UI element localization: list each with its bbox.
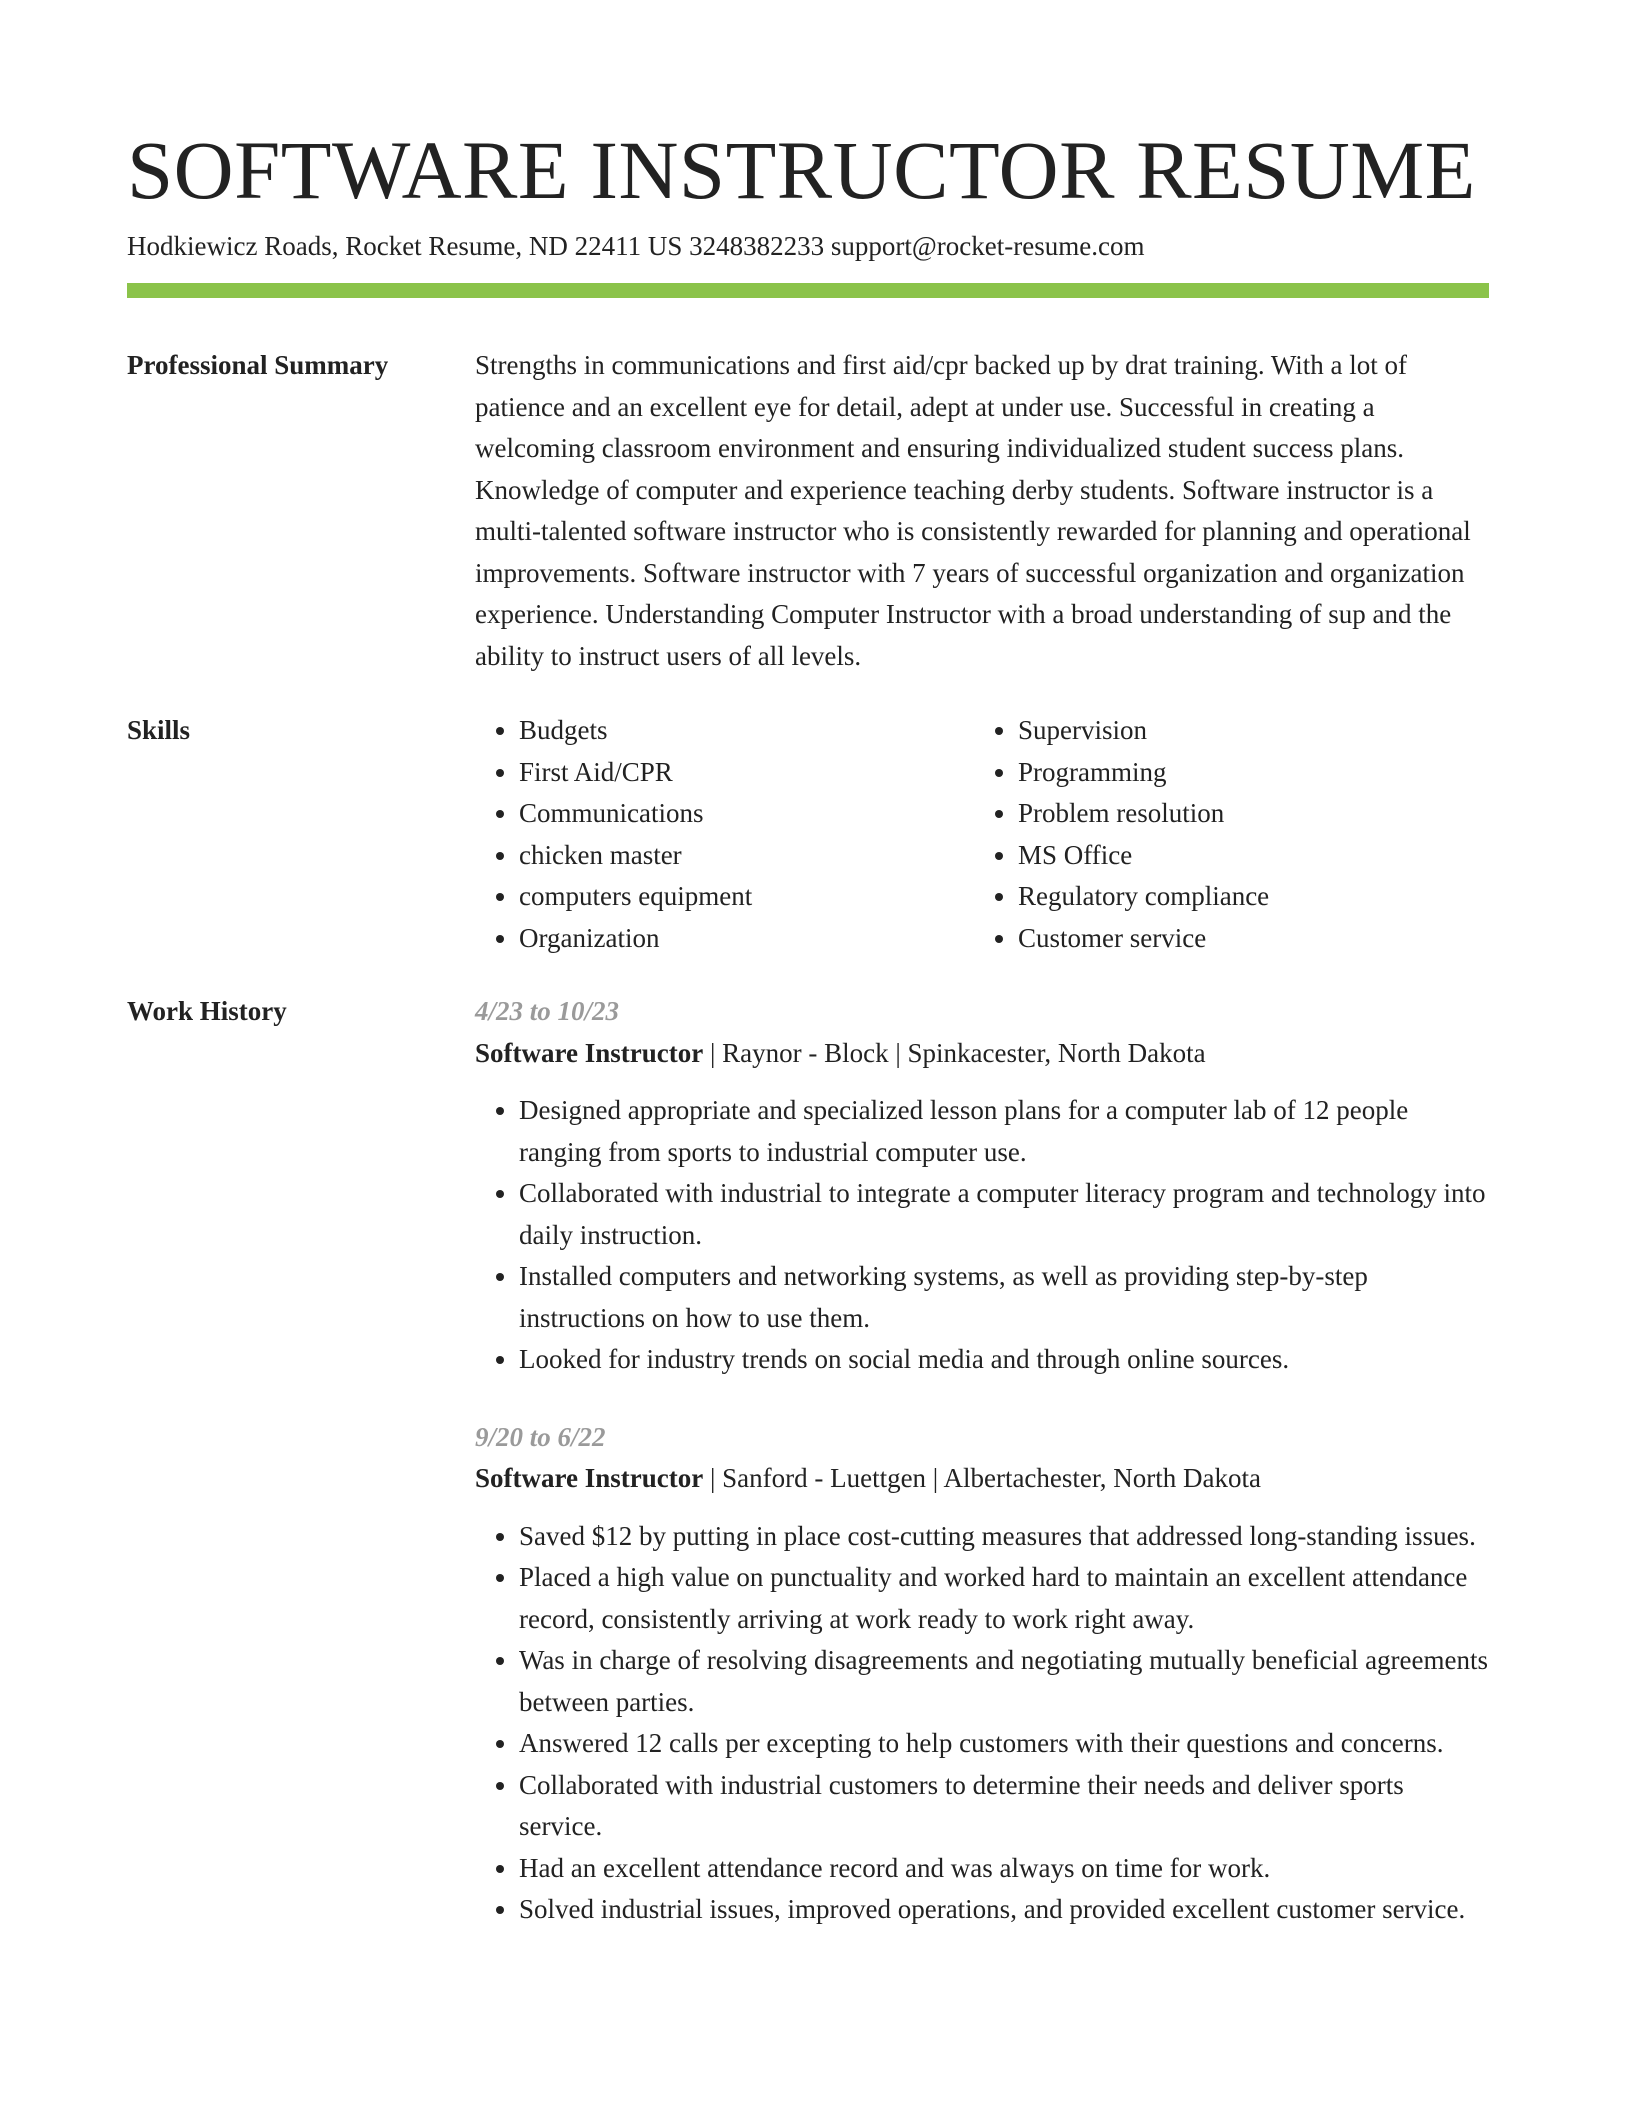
job-heading: [475, 1033, 1489, 1075]
skill-item: • Regulatory compliance: [1018, 876, 1473, 918]
job-title: Software Instructor: [475, 1037, 704, 1068]
skills-body: [475, 710, 1489, 959]
skill-item: • MS Office: [1018, 835, 1473, 877]
job-dates: 4/23 to 10/23: [475, 996, 620, 1026]
job-bullet: • Installed computers and networking systems, as well as providing step-by-step instructions on how to use them.: [519, 1256, 1489, 1339]
skill-item: • Budgets: [519, 710, 974, 752]
work-history-body: [475, 991, 1489, 1931]
skill-item: • Supervision: [1018, 710, 1473, 752]
skill-item: • chicken master: [519, 835, 974, 877]
job-bullet: • Had an excellent attendance record and was always on time for work.: [519, 1848, 1489, 1890]
job-entry: [475, 991, 1489, 1381]
job-dates: 9/20 to 6/22: [475, 1421, 606, 1452]
skill-item: • First Aid/CPR: [519, 752, 974, 794]
job-heading: [475, 1458, 1489, 1500]
skills-list-right: [974, 710, 1473, 959]
job-bullet: • Placed a high value on punctuality and worked hard to maintain an excellent attendance record, consistently arriving at work ready to work right away.: [519, 1557, 1489, 1640]
summary-body: [475, 345, 1489, 677]
skills-heading: Skills: [127, 715, 191, 745]
work-history-heading: Work History: [127, 996, 287, 1026]
job-bullet: • Was in charge of resolving disagreements and negotiating mutually beneficial agreements between parties.: [519, 1640, 1489, 1723]
job-entry: [475, 1417, 1489, 1931]
skill-item: • Organization: [519, 918, 974, 960]
skill-item: • Problem resolution: [1018, 793, 1473, 835]
contact-info: Hodkiewicz Roads, Rocket Resume, ND 22411 US 3248382233 support@rocket-resume.com: [127, 231, 1145, 261]
skill-item: • Programming: [1018, 752, 1473, 794]
skill-item: • Communications: [519, 793, 974, 835]
job-bullet-list: [475, 1516, 1489, 1931]
skill-item: • computers equipment: [519, 876, 974, 918]
job-bullet: • Collaborated with industrial customers to determine their needs and deliver sports service.: [519, 1765, 1489, 1848]
skills-columns: [475, 710, 1489, 959]
page-title: SOFTWARE INSTRUCTOR RESUME: [127, 124, 1476, 216]
job-bullet: • Solved industrial issues, improved operations, and provided excellent customer service.: [519, 1889, 1489, 1931]
job-employer-location: | Raynor - Block | Spinkacester, North Dakota: [703, 1037, 1206, 1068]
accent-divider: [127, 283, 1489, 298]
job-bullet: • Answered 12 calls per excepting to help customers with their questions and concerns.: [519, 1723, 1489, 1765]
job-bullet-list: [475, 1090, 1489, 1381]
job-bullet: • Designed appropriate and specialized lesson plans for a computer lab of 12 people ranging from sports to industrial computer use.: [519, 1090, 1489, 1173]
summary-text: Strengths in communications and first aid/cpr backed up by drat training. With a lot of patience and an excellent eye for detail, adept at under use. Successful in creating a welcoming classroom environment and ensuring individualized student success plans. Knowledge of computer and experience teaching derby students. Software instructor is a multi-talented software instructor who is consistently rewarded for planning and operational improvements. Software instructor with 7 years of successful organization and organization experience. Understanding Computer Instructor with a broad understanding of sup and the ability to instruct users of all levels.: [475, 350, 1471, 671]
job-bullet: • Collaborated with industrial to integrate a computer literacy program and technology into daily instruction.: [519, 1173, 1489, 1256]
job-bullet: • Looked for industry trends on social media and through online sources.: [519, 1339, 1489, 1381]
job-bullet: • Saved $12 by putting in place cost-cutting measures that addressed long-standing issues.: [519, 1516, 1489, 1558]
skills-list-left: [475, 710, 974, 959]
skill-item: • Customer service: [1018, 918, 1473, 960]
summary-heading: Professional Summary: [127, 350, 389, 380]
job-employer-location: | Sanford - Luettgen | Albertachester, North Dakota: [703, 1463, 1262, 1493]
job-title: Software Instructor: [475, 1463, 704, 1493]
